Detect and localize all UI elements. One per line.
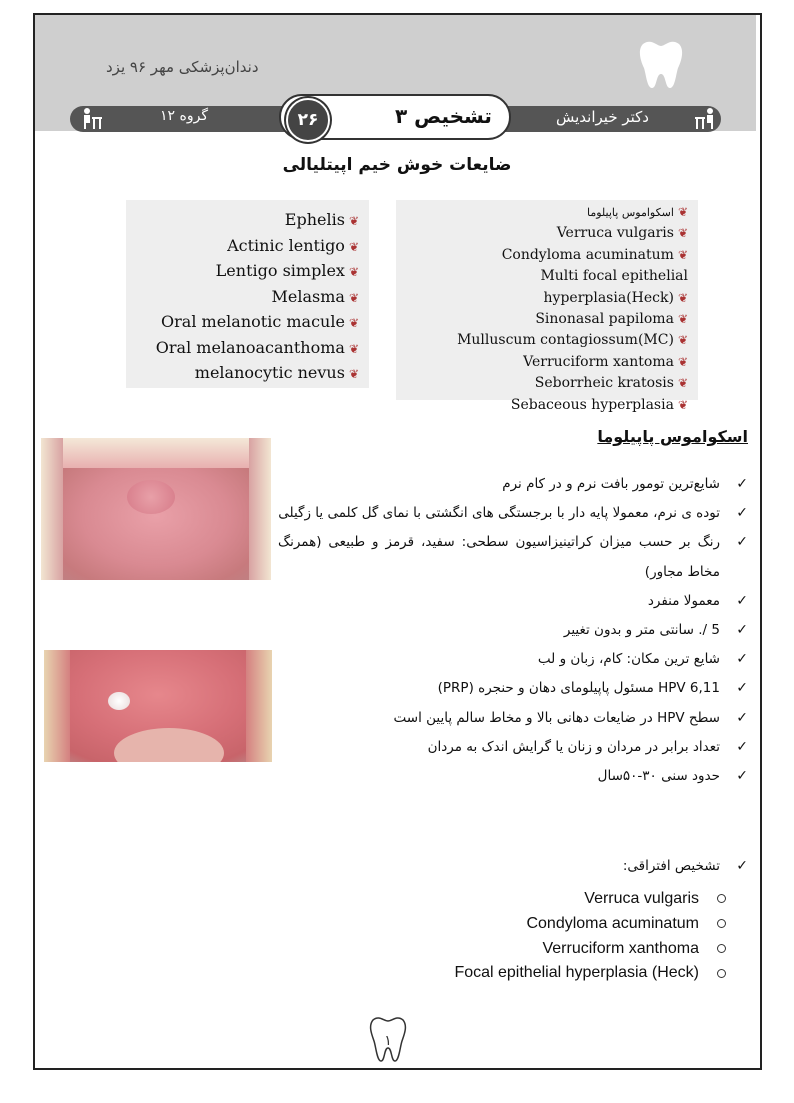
list-item: Sinonasal papiloma ❦ xyxy=(535,311,688,328)
ornament-icon: ❦ xyxy=(348,341,359,356)
page-number: ۱ xyxy=(384,1033,392,1049)
ornament-icon: ❦ xyxy=(348,239,359,254)
ornament-icon: ❦ xyxy=(348,316,359,330)
desk-person-icon xyxy=(80,107,104,131)
list-item: Condyloma acuminatum xyxy=(454,912,726,937)
list-item: ✓ رنگ بر حسب میزان کراتینیزاسیون سطحی: سفید، قرمز و طبیعی (همرنگ مخاط مجاور) xyxy=(278,528,748,586)
list-item: Lentigo simplex ❦ xyxy=(215,261,359,280)
ornament-icon: ❦ xyxy=(677,247,688,262)
list-item: Condyloma acuminatum ❦ xyxy=(501,246,688,263)
ornament-icon: ❦ xyxy=(677,333,688,348)
list-item: ✓ شایع ترین مکان: کام، زبان و لب xyxy=(278,645,748,674)
list-item: ✓ 5 /. سانتی متر و بدون تغییر xyxy=(278,616,748,645)
list-item: ✓ تعداد برابر در مردان و زنان یا گرایش اندک به مردان xyxy=(278,733,748,762)
group-name: گروه ۱۲ xyxy=(160,108,208,124)
list-item: ✓ شایع‌ترین تومور بافت نرم و در کام نرم xyxy=(278,470,748,499)
ornament-icon: ❦ xyxy=(677,312,688,327)
session-number-badge: ۲۶ xyxy=(286,98,330,142)
list-item: Seborrheic kratosis ❦ xyxy=(534,375,688,392)
differential-diagnosis-list xyxy=(454,887,726,986)
list-item: ✓ سطح HPV در ضایعات دهانی بالا و مخاط سالم پایین است xyxy=(278,704,748,733)
ornament-icon: ❦ xyxy=(348,265,359,279)
list-item: Mulluscum contagiossum(MC) ❦ xyxy=(457,332,688,349)
list-item: ✓ حدود سنی ۳۰-۵۰سال xyxy=(278,762,748,791)
doctor-name: دکتر خیراندیش xyxy=(556,108,649,126)
tooth-icon xyxy=(637,40,685,92)
list-item: Focal epithelial hyperplasia (Heck) xyxy=(454,961,726,986)
list-item: Melasma ❦ xyxy=(271,286,359,306)
page-title: تشخیص ۳ xyxy=(395,104,492,128)
list-item: Actinic lentigo ❦ xyxy=(227,235,359,255)
epithelial-lesions-box xyxy=(396,200,698,413)
tooth-icon xyxy=(368,1015,408,1065)
palate-papilloma-photo xyxy=(41,438,271,580)
ornament-icon: ❦ xyxy=(677,354,688,369)
list-item: Verruciform xantoma ❦ xyxy=(523,353,688,370)
papilloma-features-list xyxy=(278,470,748,791)
list-item: melanocytic nevus ❦ xyxy=(194,363,359,382)
school-name: دندان‌پزشکی مهر ۹۶ یزد xyxy=(106,58,259,76)
ornament-icon: ❦ xyxy=(677,397,688,412)
ornament-icon: ❦ xyxy=(348,290,359,305)
list-item: ✓ توده ی نرم، معمولا پایه دار با برجستگی های انگشتی با نمای گل کلمی یا زگیلی xyxy=(278,499,748,528)
ornament-icon: ❦ xyxy=(348,214,359,228)
list-item: Sebaceous hyperplasia ❦ xyxy=(510,396,688,413)
section-title: ضایعات خوش خیم اپیتلیالی xyxy=(282,155,512,175)
tongue-papilloma-photo xyxy=(44,650,272,762)
list-item: Verruca vulgaris xyxy=(454,887,726,912)
desk-person-icon xyxy=(693,107,717,131)
list-item: Oral melanoacanthoma ❦ xyxy=(155,337,359,357)
list-item: Ephelis ❦ xyxy=(284,210,359,229)
ornament-icon: ❦ xyxy=(677,226,688,241)
list-item: ✓ معمولا منفرد xyxy=(278,587,748,616)
list-item: اسکواموس پاپیلوما ❦ xyxy=(586,205,688,219)
list-item: Oral melanotic macule ❦ xyxy=(161,312,359,331)
subsection-title: اسکواموس پاپیلوما xyxy=(597,427,748,446)
pigmented-lesions-box xyxy=(126,200,369,388)
ornament-icon: ❦ xyxy=(677,205,688,219)
list-item: ✓ HPV 6,11 مسئول پاپیلومای دهان و حنجره (PRP) xyxy=(278,674,748,703)
ornament-icon: ❦ xyxy=(677,290,688,305)
list-item: Verruca vulgaris ❦ xyxy=(556,225,688,242)
list-item: Verruciform xanthoma xyxy=(454,937,726,962)
differential-diagnosis-title: ✓ تشخیص افتراقی: xyxy=(623,858,748,874)
ornament-icon: ❦ xyxy=(348,367,359,381)
ornament-icon: ❦ xyxy=(677,376,688,391)
list-item: Multi focal epithelial hyperplasia(Heck) ❦ xyxy=(540,268,688,306)
